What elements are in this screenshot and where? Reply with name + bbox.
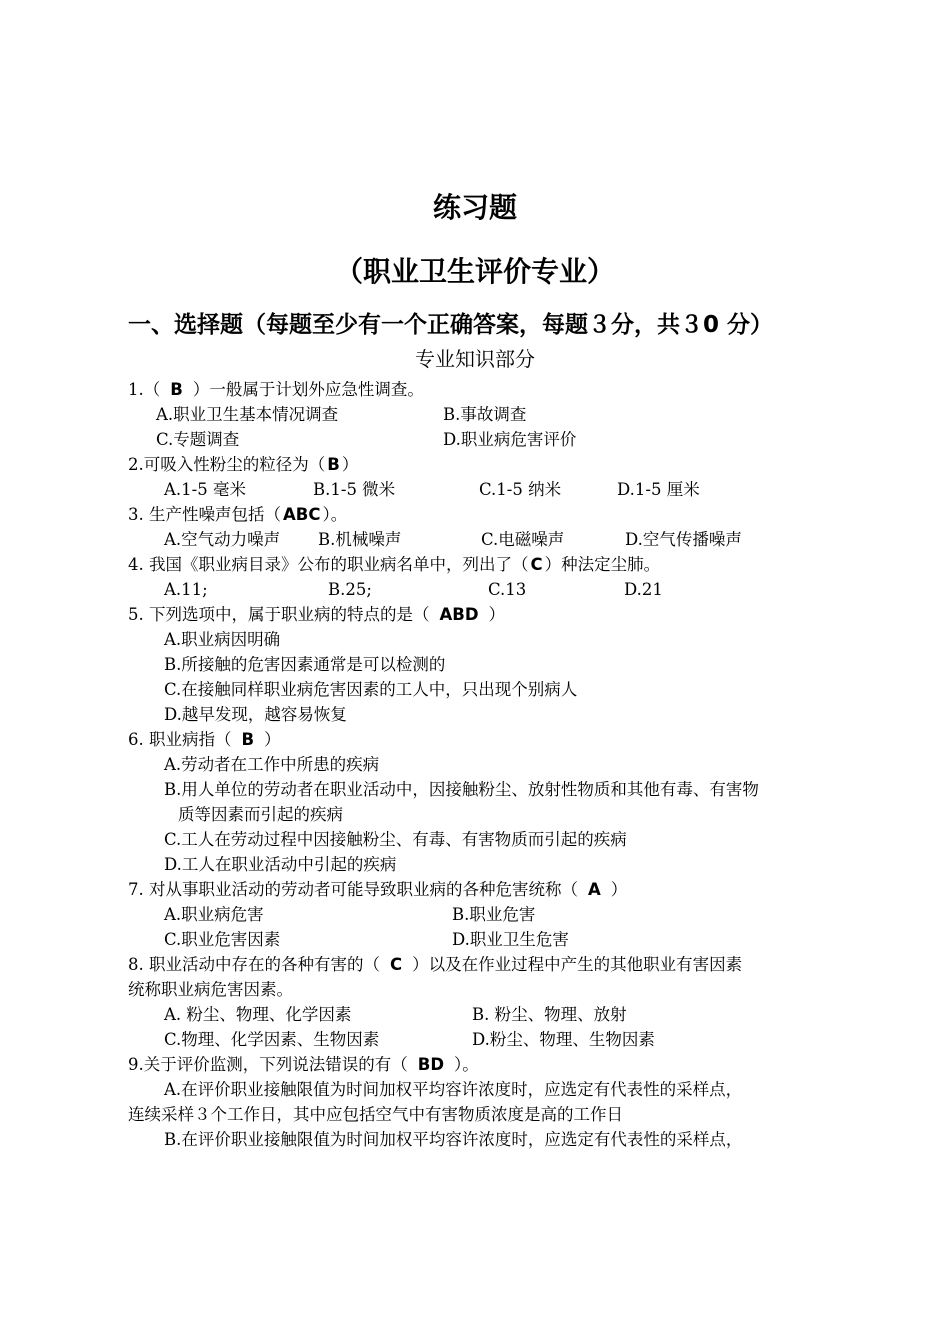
question-5: 5. 下列选项中，属于职业病的特点的是（ ABD ） — [128, 605, 506, 624]
q2-option-a: A.1-5 毫米 — [164, 480, 246, 499]
q9-option-b: B.在评价职业接触限值为时间加权平均容许浓度时，应选定有代表性的采样点， — [164, 1130, 743, 1149]
q5-option-b: B.所接触的危害因素通常是可以检测的 — [164, 655, 446, 674]
question-8-cont: 统称职业病危害因素。 — [128, 980, 293, 999]
answer-3: ABC — [283, 505, 321, 524]
q6-option-b: B.用人单位的劳动者在职业活动中，因接触粉尘、放射性物质和其他有毒、有害物 — [164, 780, 759, 799]
q5-option-d: D.越早发现，越容易恢复 — [164, 705, 347, 724]
answer-4: C — [530, 555, 543, 574]
part-heading: 专业知识部分 — [415, 347, 535, 371]
q7-option-a: A.职业病危害 — [164, 905, 264, 924]
q1-option-c: C.专题调查 — [156, 430, 240, 449]
q6-option-b-cont: 质等因素而引起的疾病 — [178, 805, 343, 824]
q6-option-a: A.劳动者在工作中所患的疾病 — [164, 755, 380, 774]
q9-option-a-cont: 连续采样３个工作日，其中应包括空气中有害物质浓度是高的工作日 — [128, 1105, 623, 1124]
q3-option-a: A.空气动力噪声 — [164, 530, 281, 549]
question-4: 4. 我国《职业病目录》公布的职业病名单中，列出了（ C ）种法定尘肺。 — [128, 555, 661, 574]
q7-option-b: B.职业危害 — [452, 905, 536, 924]
q8-option-b: B. 粉尘、物理、放射 — [472, 1005, 627, 1024]
q1-option-b: B.事故调查 — [443, 405, 527, 424]
q6-option-c: C.工人在劳动过程中因接触粉尘、有毒、有害物质而引起的疾病 — [164, 830, 627, 849]
q7-option-c: C.职业危害因素 — [164, 930, 281, 949]
q6-option-d: D.工人在职业活动中引起的疾病 — [164, 855, 397, 874]
answer-1: B — [170, 380, 183, 399]
q8-option-d: D.粉尘、物理、生物因素 — [472, 1030, 655, 1049]
q4-option-d: D.21 — [624, 580, 663, 599]
q4-option-c: C.13 — [488, 580, 527, 599]
answer-2: B — [327, 455, 340, 474]
answer-5: ABD — [439, 605, 479, 624]
question-2: 2.可吸入性粉尘的粒径为（ B ） — [128, 455, 359, 474]
q3-option-c: C.电磁噪声 — [481, 530, 565, 549]
q2-option-b: B.1-5 微米 — [313, 480, 396, 499]
q8-option-a: A. 粉尘、物理、化学因素 — [164, 1005, 352, 1024]
q3-option-d: D.空气传播噪声 — [625, 530, 742, 549]
question-7: 7. 对从事职业活动的劳动者可能导致职业病的各种危害统称（ A ） — [128, 880, 628, 899]
answer-8: C — [390, 955, 403, 974]
answer-9: BD — [417, 1055, 445, 1074]
q1-option-a: A.职业卫生基本情况调查 — [156, 405, 339, 424]
answer-6: B — [241, 730, 255, 749]
q2-option-c: C.1-5 纳米 — [479, 480, 562, 499]
q4-option-b: B.25; — [328, 580, 372, 599]
q8-option-c: C.物理、化学因素、生物因素 — [164, 1030, 380, 1049]
question-9: 9.关于评价监测，下列说法错误的有（ BD ）。 — [128, 1055, 479, 1074]
q4-option-a: A.11; — [164, 580, 208, 599]
answer-7: A — [588, 880, 601, 899]
q7-option-d: D.职业卫生危害 — [452, 930, 569, 949]
section-heading: 一、选择题（每题至少有一个正确答案，每题３分，共３0 分） — [128, 312, 774, 338]
q5-option-c: C.在接触同样职业病危害因素的工人中，只出现个别病人 — [164, 680, 578, 699]
question-6: 6. 职业病指（ B ） — [128, 730, 281, 749]
q3-option-b: B.机械噪声 — [318, 530, 402, 549]
q9-option-a: A.在评价职业接触限值为时间加权平均容许浓度时，应选定有代表性的采样点， — [164, 1080, 743, 1099]
page-title: 练习题 — [432, 191, 517, 224]
question-8: 8. 职业活动中存在的各种有害的（ C ）以及在作业过程中产生的其他职业有害因素 — [128, 955, 743, 974]
q5-option-a: A.职业病因明确 — [164, 630, 281, 649]
q2-option-d: D.1-5 厘米 — [617, 480, 700, 499]
question-1: 1.（ B ）一般属于计划外应急性调查。 — [128, 380, 424, 399]
question-3: 3. 生产性噪声包括（ ABC ）。 — [128, 505, 348, 524]
q1-option-d: D.职业病危害评价 — [443, 430, 577, 449]
page-subtitle: （职业卫生评价专业） — [334, 255, 615, 288]
